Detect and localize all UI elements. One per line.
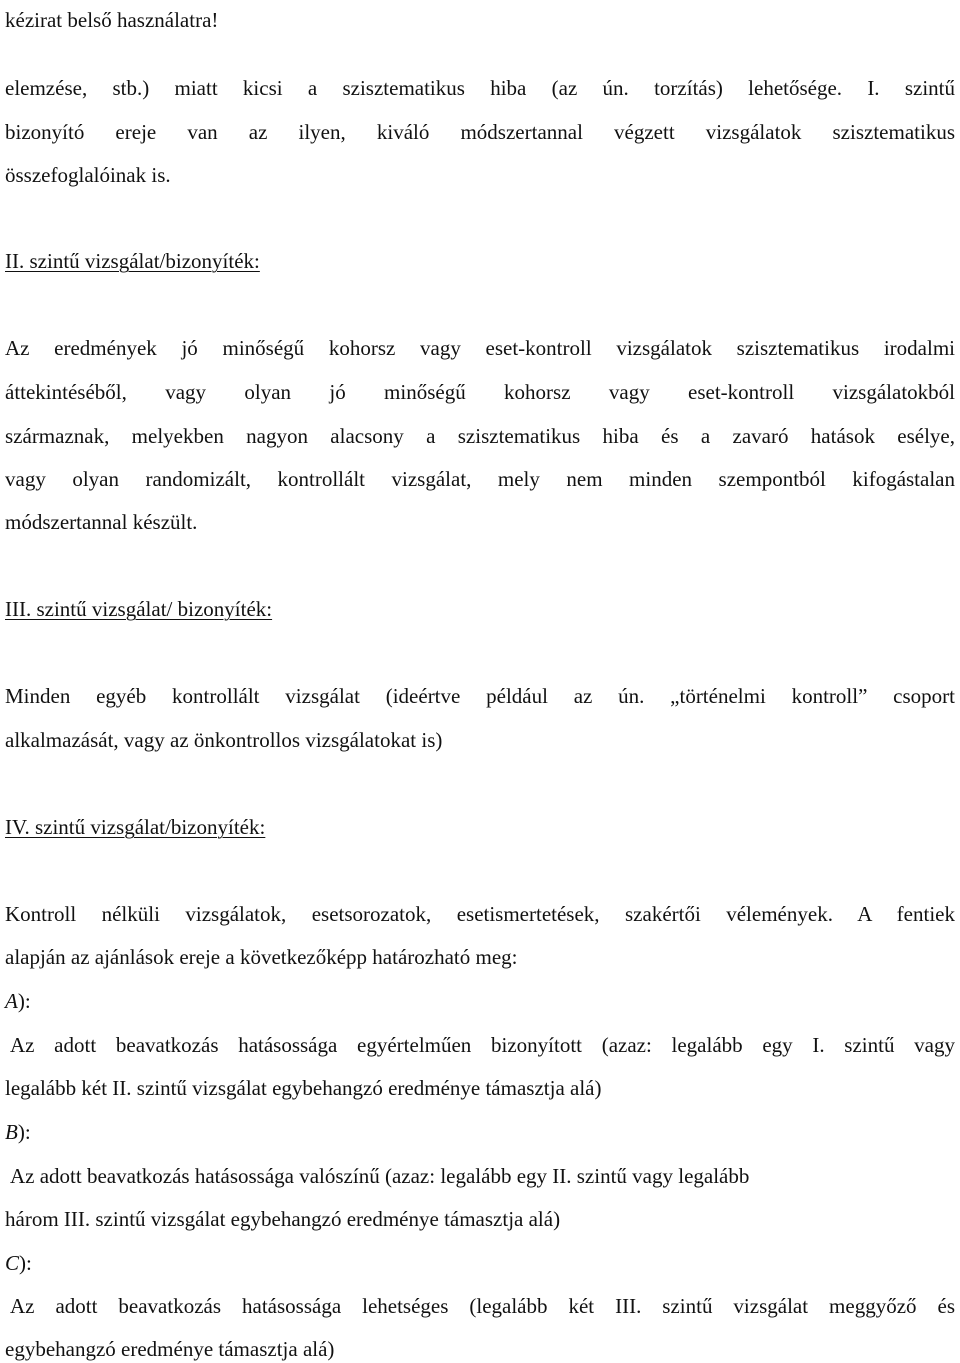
intro-line-3: összefoglalóinak is. bbox=[5, 163, 171, 187]
intro-line-2: bizonyító ereje van az ilyen, kiváló módszertannal végzett vizsgálatok szisztematikus bbox=[5, 120, 955, 144]
recommendation-c-label bbox=[5, 1251, 955, 1275]
level2-line-3: származnak, melyekben nagyon alacsony a szisztematikus hiba és a zavaró hatások esélye, bbox=[5, 424, 955, 448]
level3-line-2: alkalmazását, vagy az önkontrollos vizsgálatokat is) bbox=[5, 728, 443, 752]
intro-line-1: elemzése, stb.) miatt kicsi a szisztematikus hiba (az ún. torzítás) lehetősége. I. szintű bbox=[5, 76, 955, 100]
level2-line-1: Az eredmények jó minőségű kohorsz vagy eset-kontroll vizsgálatok szisztematikus irodalmi bbox=[5, 336, 955, 360]
page-header: kézirat belső használatra! bbox=[5, 8, 219, 32]
level2-heading: II. szintű vizsgálat/bizonyíték: bbox=[5, 249, 260, 273]
recommendation-b-label bbox=[5, 1120, 955, 1144]
level4-line-2: alapján az ajánlások ereje a következőképp határozható meg: bbox=[5, 945, 518, 969]
level2-line-5: módszertannal készült. bbox=[5, 510, 198, 534]
recommendation-b-line-2: három III. szintű vizsgálat egybehangzó eredménye támasztja alá) bbox=[5, 1207, 561, 1231]
recommendation-suffix: ): bbox=[17, 1120, 31, 1144]
recommendation-c-line-1: Az adott beavatkozás hatásossága lehetséges (legalább két III. szintű vizsgálat meggyőző és bbox=[10, 1294, 955, 1318]
recommendation-letter: C bbox=[5, 1251, 20, 1275]
level3-heading: III. szintű vizsgálat/ bizonyíték: bbox=[5, 597, 273, 621]
level2-line-4: vagy olyan randomizált, kontrollált vizsgálat, mely nem minden szempontból kifogástalan bbox=[5, 467, 955, 491]
recommendation-letter: A bbox=[5, 989, 18, 1013]
level3-line-1: Minden egyéb kontrollált vizsgálat (ideértve például az ún. „történelmi kontroll” csoport bbox=[5, 684, 955, 708]
recommendation-a-label bbox=[5, 989, 955, 1013]
recommendation-c-line-2: egybehangzó eredménye támasztja alá) bbox=[5, 1337, 335, 1361]
recommendation-letter: B bbox=[5, 1120, 18, 1144]
recommendation-suffix: ): bbox=[17, 989, 31, 1013]
recommendation-suffix: ): bbox=[19, 1251, 32, 1275]
recommendation-b-line-1: Az adott beavatkozás hatásossága valószínű (azaz: legalább egy II. szintű vagy legalább bbox=[10, 1164, 750, 1188]
level4-heading: IV. szintű vizsgálat/bizonyíték: bbox=[5, 815, 266, 839]
level4-line-1: Kontroll nélküli vizsgálatok, esetsorozatok, esetismertetések, szakértői vélemények. A fentiek bbox=[5, 902, 955, 926]
level2-line-2: áttekintéséből, vagy olyan jó minőségű kohorsz vagy eset-kontroll vizsgálatokból bbox=[5, 380, 955, 404]
recommendation-a-line-1: Az adott beavatkozás hatásossága egyértelműen bizonyított (azaz: legalább egy I. szintű vagy bbox=[10, 1033, 955, 1057]
recommendation-a-line-2: legalább két II. szintű vizsgálat egybehangzó eredménye támasztja alá) bbox=[5, 1076, 602, 1100]
